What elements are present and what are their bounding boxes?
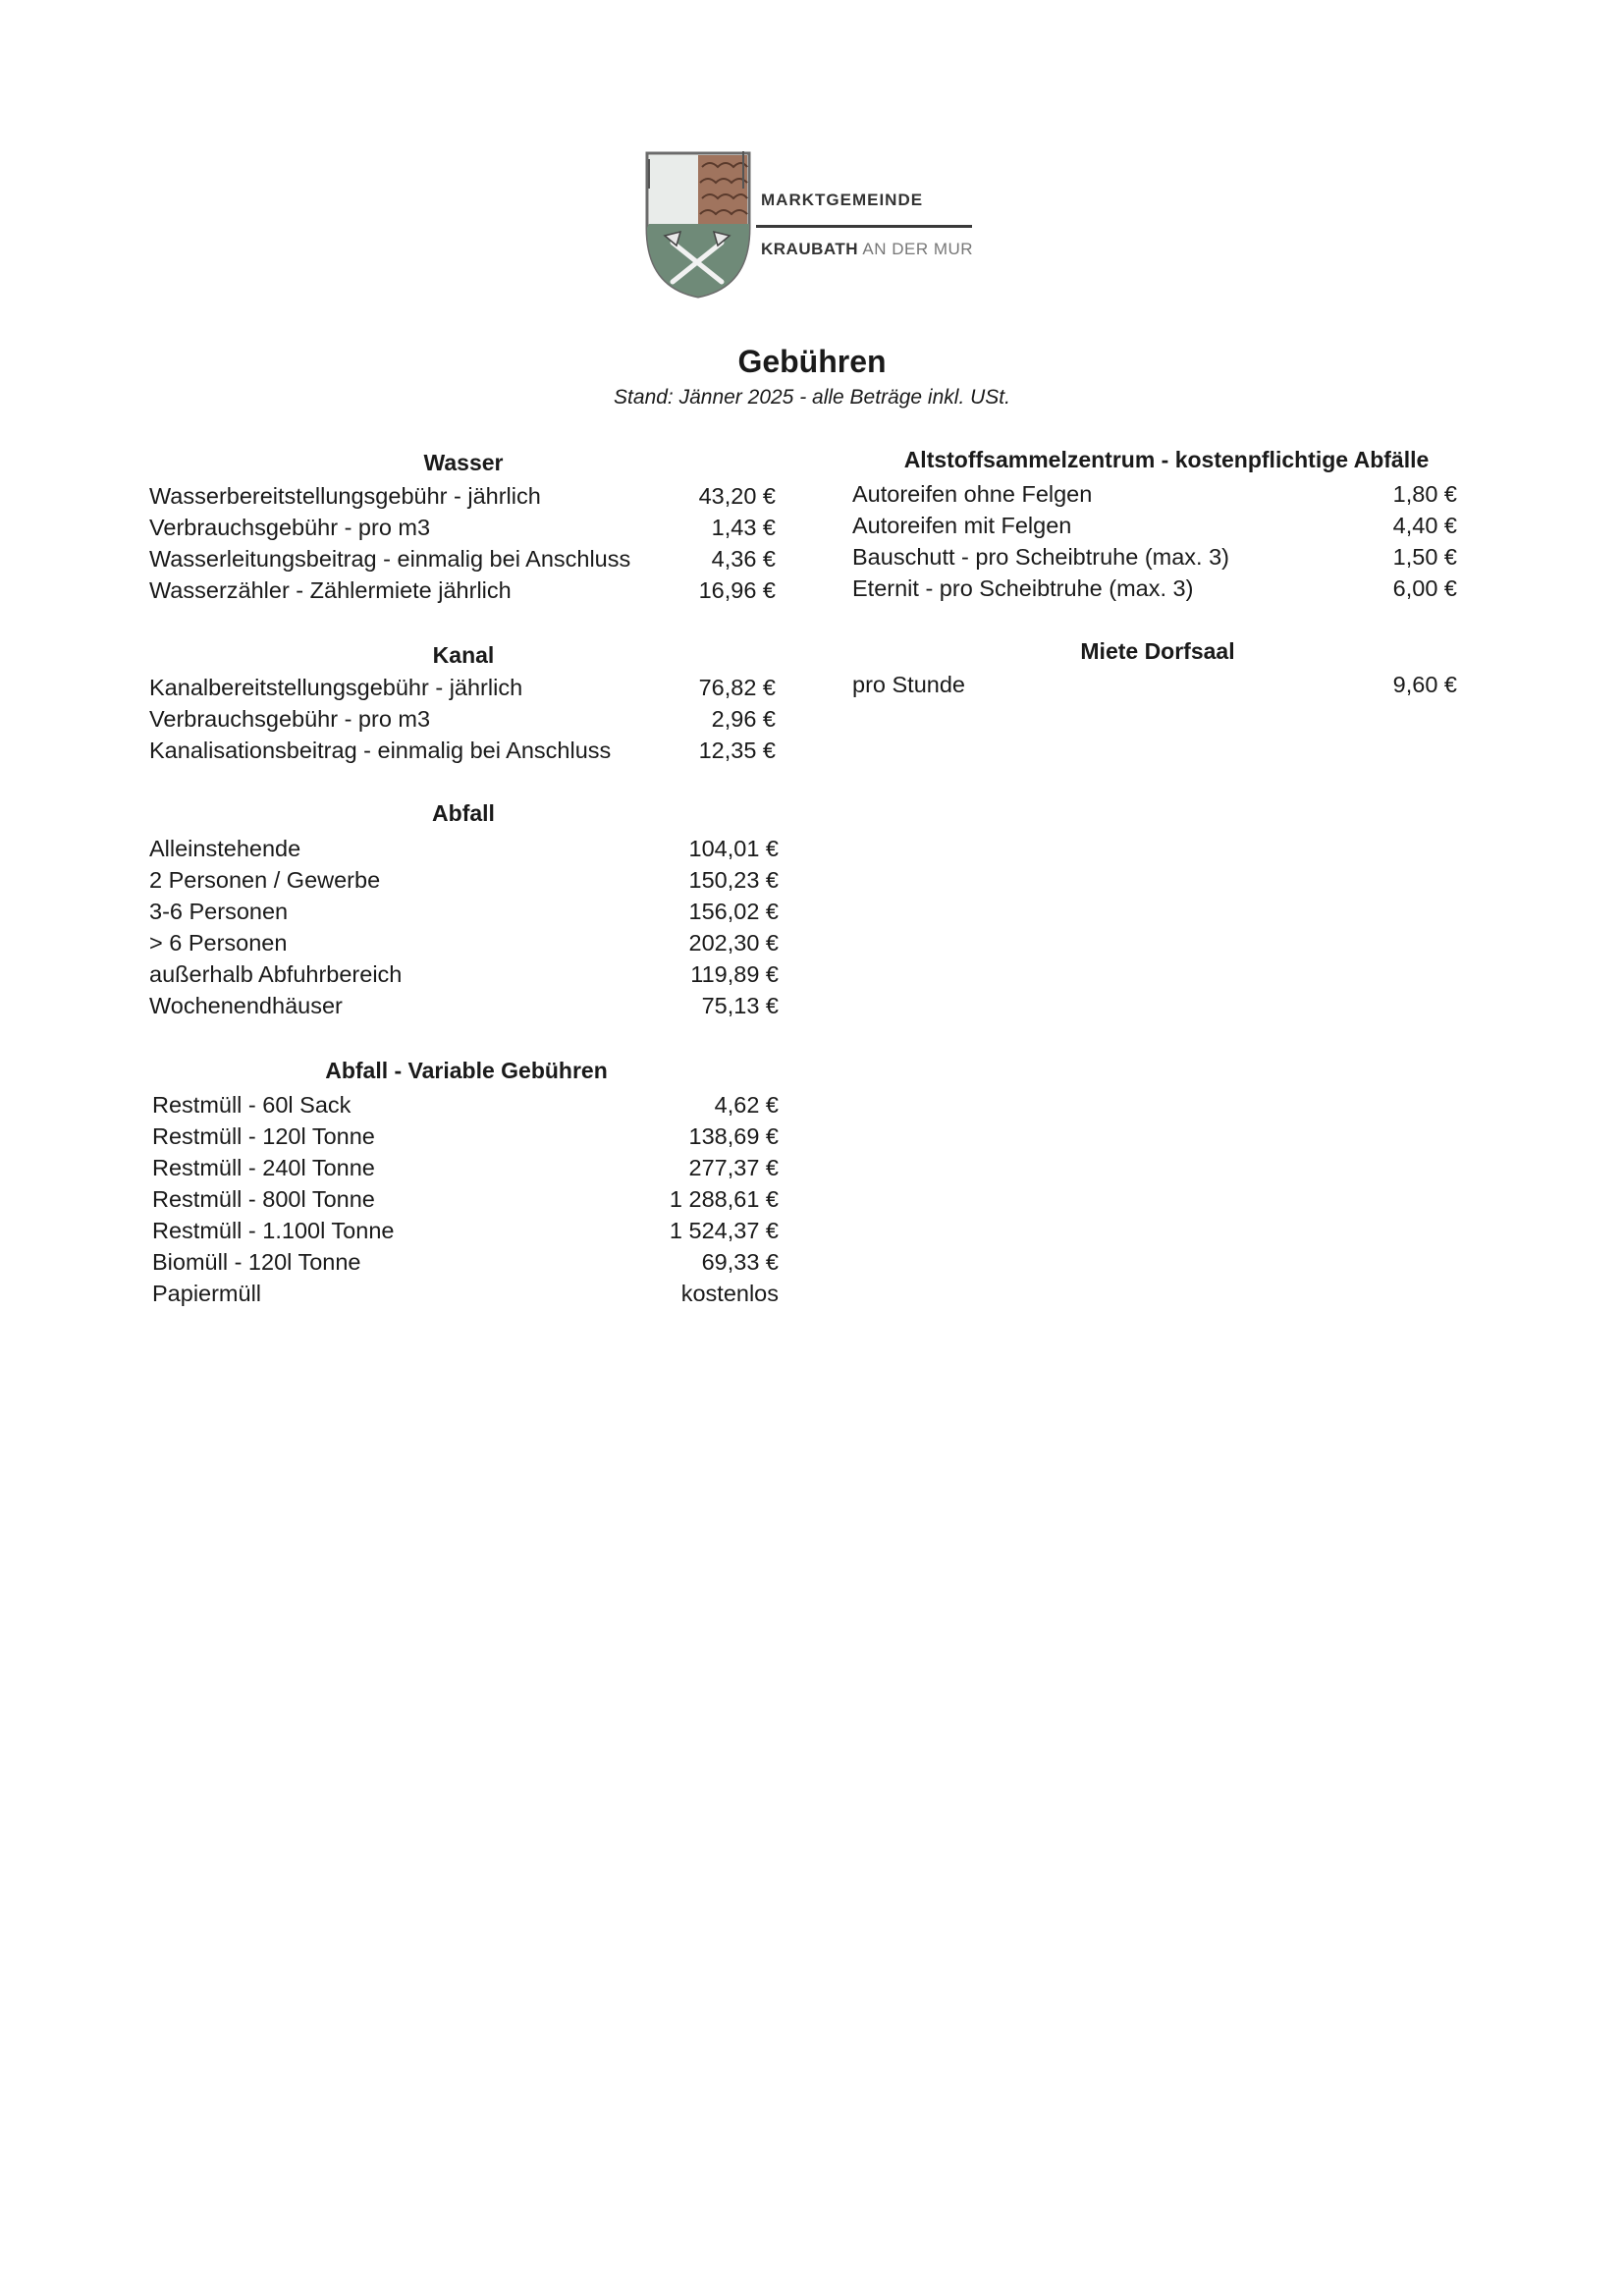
fee-label: Verbrauchsgebühr - pro m3 bbox=[149, 706, 431, 732]
fee-row bbox=[149, 836, 779, 867]
fee-row bbox=[152, 1186, 779, 1218]
section-heading-wasser: Wasser bbox=[423, 450, 504, 475]
fee-row bbox=[149, 867, 779, 899]
fee-row bbox=[149, 706, 776, 738]
fee-row bbox=[149, 577, 776, 609]
municipality-logo bbox=[643, 149, 1036, 306]
fee-value: 4,40 € bbox=[1392, 513, 1457, 538]
fee-value: 1,80 € bbox=[1392, 481, 1457, 507]
section-heading-altstoff: Altstoffsammelzentrum - kostenpflichtige Abfälle bbox=[903, 447, 1430, 472]
fee-label: Autoreifen mit Felgen bbox=[852, 513, 1072, 538]
fee-value: 119,89 € bbox=[690, 961, 779, 987]
fee-label: Wasserzähler - Zählermiete jährlich bbox=[149, 577, 512, 603]
fee-label: pro Stunde bbox=[852, 672, 965, 697]
fee-label: Alleinstehende bbox=[149, 836, 301, 861]
logo-text-kraubath-bold: KRAUBATH bbox=[761, 240, 859, 258]
fee-row bbox=[149, 930, 779, 961]
logo-text-an-der-mur: AN DER MUR bbox=[862, 240, 974, 258]
fee-label: 3-6 Personen bbox=[149, 899, 289, 924]
fee-value: 150,23 € bbox=[688, 867, 779, 893]
fee-row bbox=[149, 546, 776, 577]
fee-value: 156,02 € bbox=[688, 899, 779, 924]
fee-row bbox=[149, 738, 776, 769]
fee-label: Kanalisationsbeitrag - einmalig bei Anschluss bbox=[149, 738, 612, 763]
fee-row bbox=[152, 1123, 779, 1155]
fee-row bbox=[152, 1155, 779, 1186]
fee-value: 138,69 € bbox=[688, 1123, 779, 1149]
fee-value: 43,20 € bbox=[698, 483, 776, 509]
fee-label: Autoreifen ohne Felgen bbox=[852, 481, 1093, 507]
section-heading-kanal: Kanal bbox=[432, 642, 495, 668]
fee-label: 2 Personen / Gewerbe bbox=[149, 867, 381, 893]
fee-value: 12,35 € bbox=[698, 738, 776, 763]
fee-row bbox=[852, 575, 1457, 607]
fee-row bbox=[152, 1281, 779, 1312]
fee-label: Restmüll - 240l Tonne bbox=[152, 1155, 375, 1180]
fee-row bbox=[149, 993, 779, 1024]
fee-label: > 6 Personen bbox=[149, 930, 288, 956]
fee-label: Restmüll - 60l Sack bbox=[152, 1092, 352, 1118]
fee-row bbox=[852, 544, 1457, 575]
fee-label: Restmüll - 1.100l Tonne bbox=[152, 1218, 395, 1243]
logo-text-kraubath bbox=[761, 240, 973, 259]
fee-value: 16,96 € bbox=[698, 577, 776, 603]
fee-value: 104,01 € bbox=[688, 836, 779, 861]
fee-label: Papiermüll bbox=[152, 1281, 262, 1306]
coat-of-arms-icon bbox=[643, 149, 756, 301]
fee-value: 1,43 € bbox=[711, 515, 776, 540]
logo-divider bbox=[756, 225, 972, 228]
fee-label: Bauschutt - pro Scheibtruhe (max. 3) bbox=[852, 544, 1230, 570]
fee-row bbox=[149, 675, 776, 706]
page-title: Gebühren bbox=[737, 344, 887, 379]
fee-value: 75,13 € bbox=[701, 993, 779, 1018]
fee-value: 277,37 € bbox=[688, 1155, 779, 1180]
fee-row bbox=[149, 483, 776, 515]
fee-label: Wochenendhäuser bbox=[149, 993, 343, 1018]
section-heading-abfall-variabel: Abfall - Variable Gebühren bbox=[325, 1058, 608, 1083]
fee-row bbox=[152, 1218, 779, 1249]
fee-value: kostenlos bbox=[680, 1281, 779, 1306]
fee-value: 9,60 € bbox=[1392, 672, 1457, 697]
logo-text-marktgemeinde: MARKTGEMEINDE bbox=[761, 191, 924, 209]
fee-value: 1 288,61 € bbox=[669, 1186, 779, 1212]
fee-label: Wasserleitungsbeitrag - einmalig bei Anschluss bbox=[149, 546, 631, 572]
fee-row bbox=[152, 1249, 779, 1281]
fee-row bbox=[149, 899, 779, 930]
fee-value: 69,33 € bbox=[701, 1249, 779, 1275]
fee-row bbox=[852, 672, 1457, 703]
section-heading-abfall: Abfall bbox=[432, 800, 495, 826]
fee-row bbox=[852, 513, 1457, 544]
fee-value: 2,96 € bbox=[711, 706, 776, 732]
page-subtitle: Stand: Jänner 2025 - alle Beträge inkl. USt. bbox=[614, 386, 1010, 409]
fee-label: Restmüll - 120l Tonne bbox=[152, 1123, 375, 1149]
fee-value: 6,00 € bbox=[1392, 575, 1457, 601]
fee-label: Eternit - pro Scheibtruhe (max. 3) bbox=[852, 575, 1194, 601]
fee-row bbox=[149, 515, 776, 546]
fee-label: Verbrauchsgebühr - pro m3 bbox=[149, 515, 431, 540]
fee-label: außerhalb Abfuhrbereich bbox=[149, 961, 403, 987]
fee-row bbox=[152, 1092, 779, 1123]
fee-value: 4,62 € bbox=[714, 1092, 779, 1118]
fee-value: 1,50 € bbox=[1392, 544, 1457, 570]
fee-value: 76,82 € bbox=[698, 675, 776, 700]
fee-label: Kanalbereitstellungsgebühr - jährlich bbox=[149, 675, 523, 700]
fee-row bbox=[852, 481, 1457, 513]
fee-value: 202,30 € bbox=[688, 930, 779, 956]
fee-label: Biomüll - 120l Tonne bbox=[152, 1249, 361, 1275]
fee-row bbox=[149, 961, 779, 993]
section-heading-dorfsaal: Miete Dorfsaal bbox=[1080, 638, 1235, 664]
fee-label: Restmüll - 800l Tonne bbox=[152, 1186, 375, 1212]
fee-value: 4,36 € bbox=[711, 546, 776, 572]
fee-label: Wasserbereitstellungsgebühr - jährlich bbox=[149, 483, 541, 509]
fee-value: 1 524,37 € bbox=[669, 1218, 779, 1243]
